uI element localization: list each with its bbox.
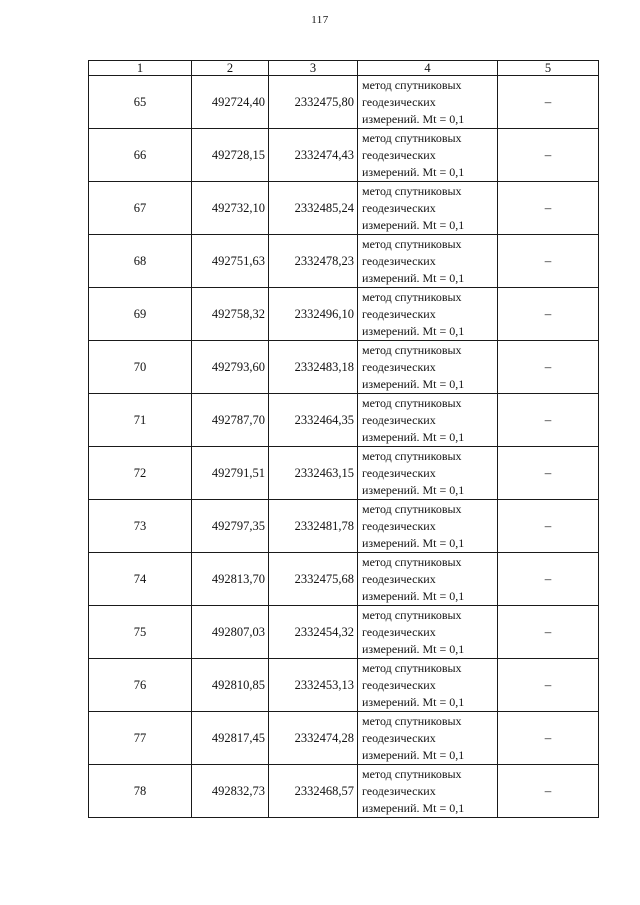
coordinate-y-cell: 2332474,28 bbox=[269, 712, 358, 765]
point-number-cell: 76 bbox=[89, 659, 192, 712]
coordinate-x-cell: 492728,15 bbox=[192, 129, 269, 182]
method-text-line: измерений. Mt = 0,1 bbox=[362, 164, 465, 179]
note-cell: – bbox=[498, 129, 599, 182]
coordinate-y-cell: 2332463,15 bbox=[269, 447, 358, 500]
method-text-line: геодезических bbox=[362, 518, 436, 533]
method-text-line: геодезических bbox=[362, 624, 436, 639]
coordinate-y-cell: 2332475,68 bbox=[269, 553, 358, 606]
method-text-line: геодезических bbox=[362, 306, 436, 321]
table-row bbox=[89, 129, 599, 182]
table-body bbox=[89, 76, 599, 818]
method-text-line: геодезических bbox=[362, 730, 436, 745]
table-row bbox=[89, 235, 599, 288]
method-cell bbox=[358, 129, 498, 182]
coordinate-x-cell: 492787,70 bbox=[192, 394, 269, 447]
coordinate-y-cell: 2332474,43 bbox=[269, 129, 358, 182]
table-row bbox=[89, 659, 599, 712]
table-header-row bbox=[89, 61, 599, 76]
point-number-cell: 67 bbox=[89, 182, 192, 235]
method-text-line: измерений. Mt = 0,1 bbox=[362, 588, 465, 603]
column-header-2: 2 bbox=[192, 61, 269, 76]
method-text-line: измерений. Mt = 0,1 bbox=[362, 535, 465, 550]
method-text-line: геодезических bbox=[362, 783, 436, 798]
coordinate-y-cell: 2332454,32 bbox=[269, 606, 358, 659]
method-text-line: измерений. Mt = 0,1 bbox=[362, 429, 465, 444]
point-number-cell: 78 bbox=[89, 765, 192, 818]
coordinate-x-cell: 492732,10 bbox=[192, 182, 269, 235]
note-cell: – bbox=[498, 76, 599, 129]
coordinate-x-cell: 492817,45 bbox=[192, 712, 269, 765]
note-cell: – bbox=[498, 765, 599, 818]
table-row bbox=[89, 394, 599, 447]
table-row bbox=[89, 182, 599, 235]
method-text-line: измерений. Mt = 0,1 bbox=[362, 376, 465, 391]
method-text-line: метод спутниковых bbox=[362, 554, 462, 569]
method-cell bbox=[358, 712, 498, 765]
table-row bbox=[89, 500, 599, 553]
table-row bbox=[89, 606, 599, 659]
table-row bbox=[89, 765, 599, 818]
point-number-cell: 65 bbox=[89, 76, 192, 129]
method-text-line: метод спутниковых bbox=[362, 289, 462, 304]
method-text-line: метод спутниковых bbox=[362, 395, 462, 410]
table-row bbox=[89, 712, 599, 765]
method-text-line: метод спутниковых bbox=[362, 236, 462, 251]
method-text-line: измерений. Mt = 0,1 bbox=[362, 323, 465, 338]
coordinate-x-cell: 492793,60 bbox=[192, 341, 269, 394]
method-text-line: измерений. Mt = 0,1 bbox=[362, 747, 465, 762]
coordinate-x-cell: 492751,63 bbox=[192, 235, 269, 288]
method-text-line: метод спутниковых bbox=[362, 501, 462, 516]
method-text-line: геодезических bbox=[362, 359, 436, 374]
note-cell: – bbox=[498, 235, 599, 288]
point-number-cell: 66 bbox=[89, 129, 192, 182]
method-text-line: измерений. Mt = 0,1 bbox=[362, 482, 465, 497]
method-text-line: измерений. Mt = 0,1 bbox=[362, 641, 465, 656]
method-text-line: метод спутниковых bbox=[362, 342, 462, 357]
method-text-line: измерений. Mt = 0,1 bbox=[362, 694, 465, 709]
table-row bbox=[89, 553, 599, 606]
note-cell: – bbox=[498, 712, 599, 765]
note-cell: – bbox=[498, 341, 599, 394]
method-text-line: метод спутниковых bbox=[362, 130, 462, 145]
coordinate-x-cell: 492832,73 bbox=[192, 765, 269, 818]
coordinate-x-cell: 492758,32 bbox=[192, 288, 269, 341]
coordinate-x-cell: 492813,70 bbox=[192, 553, 269, 606]
method-cell bbox=[358, 394, 498, 447]
coordinate-y-cell: 2332481,78 bbox=[269, 500, 358, 553]
column-header-1: 1 bbox=[89, 61, 192, 76]
method-text-line: метод спутниковых bbox=[362, 77, 462, 92]
method-text-line: метод спутниковых bbox=[362, 607, 462, 622]
point-number-cell: 70 bbox=[89, 341, 192, 394]
method-cell bbox=[358, 235, 498, 288]
method-cell bbox=[358, 500, 498, 553]
column-header-5: 5 bbox=[498, 61, 599, 76]
method-text-line: измерений. Mt = 0,1 bbox=[362, 800, 465, 815]
method-cell bbox=[358, 765, 498, 818]
method-text-line: метод спутниковых bbox=[362, 713, 462, 728]
note-cell: – bbox=[498, 606, 599, 659]
point-number-cell: 75 bbox=[89, 606, 192, 659]
method-text-line: метод спутниковых bbox=[362, 766, 462, 781]
note-cell: – bbox=[498, 182, 599, 235]
page-number: 117 bbox=[311, 14, 329, 26]
note-cell: – bbox=[498, 394, 599, 447]
coordinate-y-cell: 2332478,23 bbox=[269, 235, 358, 288]
point-number-cell: 68 bbox=[89, 235, 192, 288]
coordinate-y-cell: 2332468,57 bbox=[269, 765, 358, 818]
coordinate-x-cell: 492807,03 bbox=[192, 606, 269, 659]
coordinate-y-cell: 2332496,10 bbox=[269, 288, 358, 341]
coordinate-y-cell: 2332485,24 bbox=[269, 182, 358, 235]
column-header-3: 3 bbox=[269, 61, 358, 76]
method-cell bbox=[358, 76, 498, 129]
coordinate-y-cell: 2332483,18 bbox=[269, 341, 358, 394]
method-text-line: геодезических bbox=[362, 147, 436, 162]
table-row bbox=[89, 76, 599, 129]
method-text-line: геодезических bbox=[362, 253, 436, 268]
coordinate-y-cell: 2332475,80 bbox=[269, 76, 358, 129]
method-text-line: геодезических bbox=[362, 412, 436, 427]
coordinate-x-cell: 492724,40 bbox=[192, 76, 269, 129]
method-cell bbox=[358, 553, 498, 606]
method-text-line: геодезических bbox=[362, 465, 436, 480]
table-row bbox=[89, 447, 599, 500]
table-row bbox=[89, 288, 599, 341]
coordinate-x-cell: 492791,51 bbox=[192, 447, 269, 500]
method-text-line: метод спутниковых bbox=[362, 183, 462, 198]
note-cell: – bbox=[498, 659, 599, 712]
method-cell bbox=[358, 341, 498, 394]
method-text-line: геодезических bbox=[362, 94, 436, 109]
note-cell: – bbox=[498, 553, 599, 606]
method-cell bbox=[358, 182, 498, 235]
method-cell bbox=[358, 659, 498, 712]
coordinates-table bbox=[88, 60, 599, 818]
point-number-cell: 71 bbox=[89, 394, 192, 447]
method-text-line: измерений. Mt = 0,1 bbox=[362, 270, 465, 285]
note-cell: – bbox=[498, 288, 599, 341]
method-text-line: геодезических bbox=[362, 200, 436, 215]
method-text-line: измерений. Mt = 0,1 bbox=[362, 217, 465, 232]
method-text-line: метод спутниковых bbox=[362, 660, 462, 675]
coordinate-x-cell: 492810,85 bbox=[192, 659, 269, 712]
method-cell bbox=[358, 447, 498, 500]
point-number-cell: 73 bbox=[89, 500, 192, 553]
coordinate-y-cell: 2332464,35 bbox=[269, 394, 358, 447]
method-cell bbox=[358, 606, 498, 659]
method-text-line: геодезических bbox=[362, 677, 436, 692]
note-cell: – bbox=[498, 500, 599, 553]
point-number-cell: 74 bbox=[89, 553, 192, 606]
method-text-line: геодезических bbox=[362, 571, 436, 586]
method-text-line: измерений. Mt = 0,1 bbox=[362, 111, 465, 126]
method-cell bbox=[358, 288, 498, 341]
coordinate-y-cell: 2332453,13 bbox=[269, 659, 358, 712]
point-number-cell: 77 bbox=[89, 712, 192, 765]
column-header-4: 4 bbox=[358, 61, 498, 76]
table-row bbox=[89, 341, 599, 394]
point-number-cell: 69 bbox=[89, 288, 192, 341]
coordinate-x-cell: 492797,35 bbox=[192, 500, 269, 553]
method-text-line: метод спутниковых bbox=[362, 448, 462, 463]
point-number-cell: 72 bbox=[89, 447, 192, 500]
note-cell: – bbox=[498, 447, 599, 500]
